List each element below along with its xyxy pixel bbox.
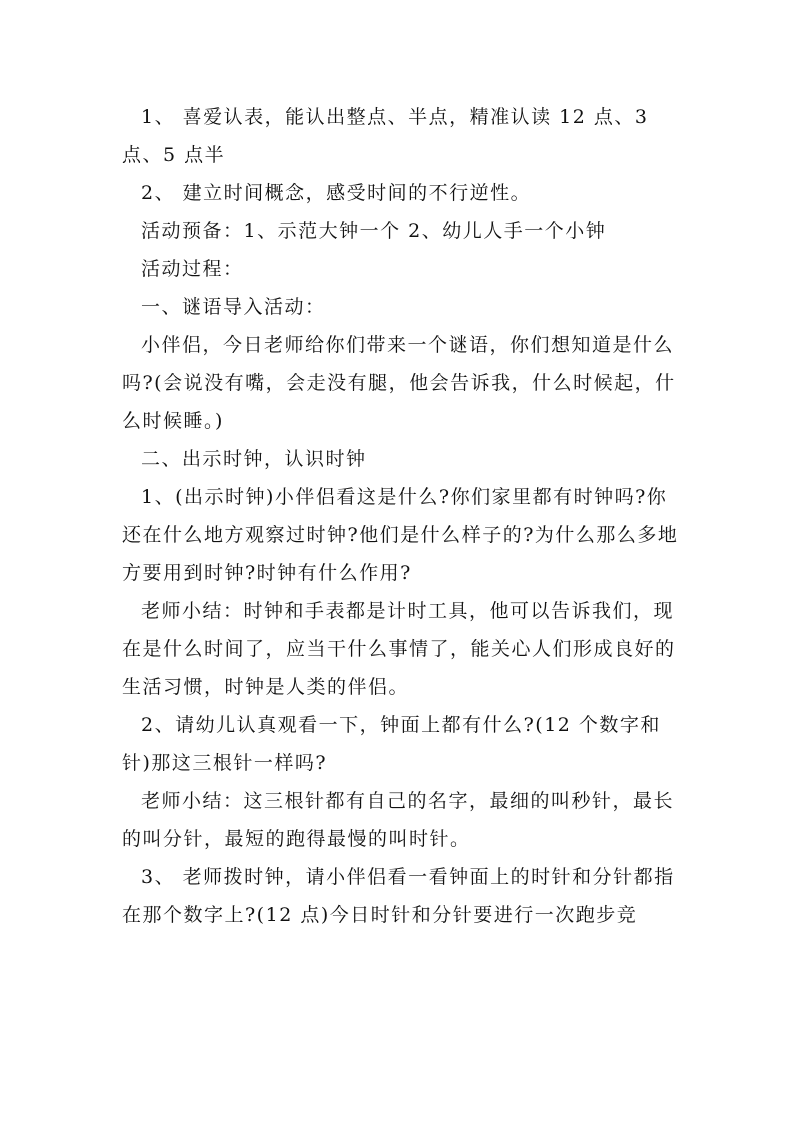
paragraph-teacher-summary-1: 老师小结：时钟和手表都是计时工具，他可以告诉我们，现在是什么时间了，应当干什么事情了，能关心人们形成良好的生活习惯，时钟是人类的伴侣。 [122,600,676,698]
section-heading-riddle: 一、谜语导入活动： [141,296,326,318]
paragraph-clock-face: 2、请幼儿认真观看一下，钟面上都有什么?(12 个数字和针)那这三根针一样吗? [122,714,661,774]
paragraph-process-heading: 活动过程： [141,258,244,280]
paragraph-goal-1: 1、 喜爱认表，能认出整点、半点，精准认读 12 点、3 点、5 点半 [122,106,649,166]
paragraph-clock-question: 1、(出示时钟)小伴侣看这是什么?你们家里都有时钟吗?你还在什么地方观察过时钟?他们是什么样子的?为什么那么多地方要用到时钟?时钟有什么作用? [122,486,679,584]
document-body [122,98,682,934]
paragraph-clock-demo: 3、 老师拨时钟，请小伴侣看一看钟面上的时针和分针都指在那个数字上?(12 点)今日时针和分针要进行一次跑步竞 [122,866,675,926]
paragraph-riddle: 小伴侣，今日老师给你们带来一个谜语，你们想知道是什么吗?(会说没有嘴，会走没有腿，他会告诉我，什么时候起，什么时候睡。) [122,334,676,432]
paragraph-teacher-summary-2: 老师小结：这三根针都有自己的名字，最细的叫秒针，最长的叫分针，最短的跑得最慢的叫时针。 [122,790,675,850]
section-heading-clock: 二、出示时钟，认识时钟 [141,448,367,470]
paragraph-preparation: 活动预备：1、示范大钟一个 2、幼儿人手一个小钟 [141,220,607,242]
paragraph-goal-2: 2、 建立时间概念，感受时间的不行逆性。 [141,182,532,204]
